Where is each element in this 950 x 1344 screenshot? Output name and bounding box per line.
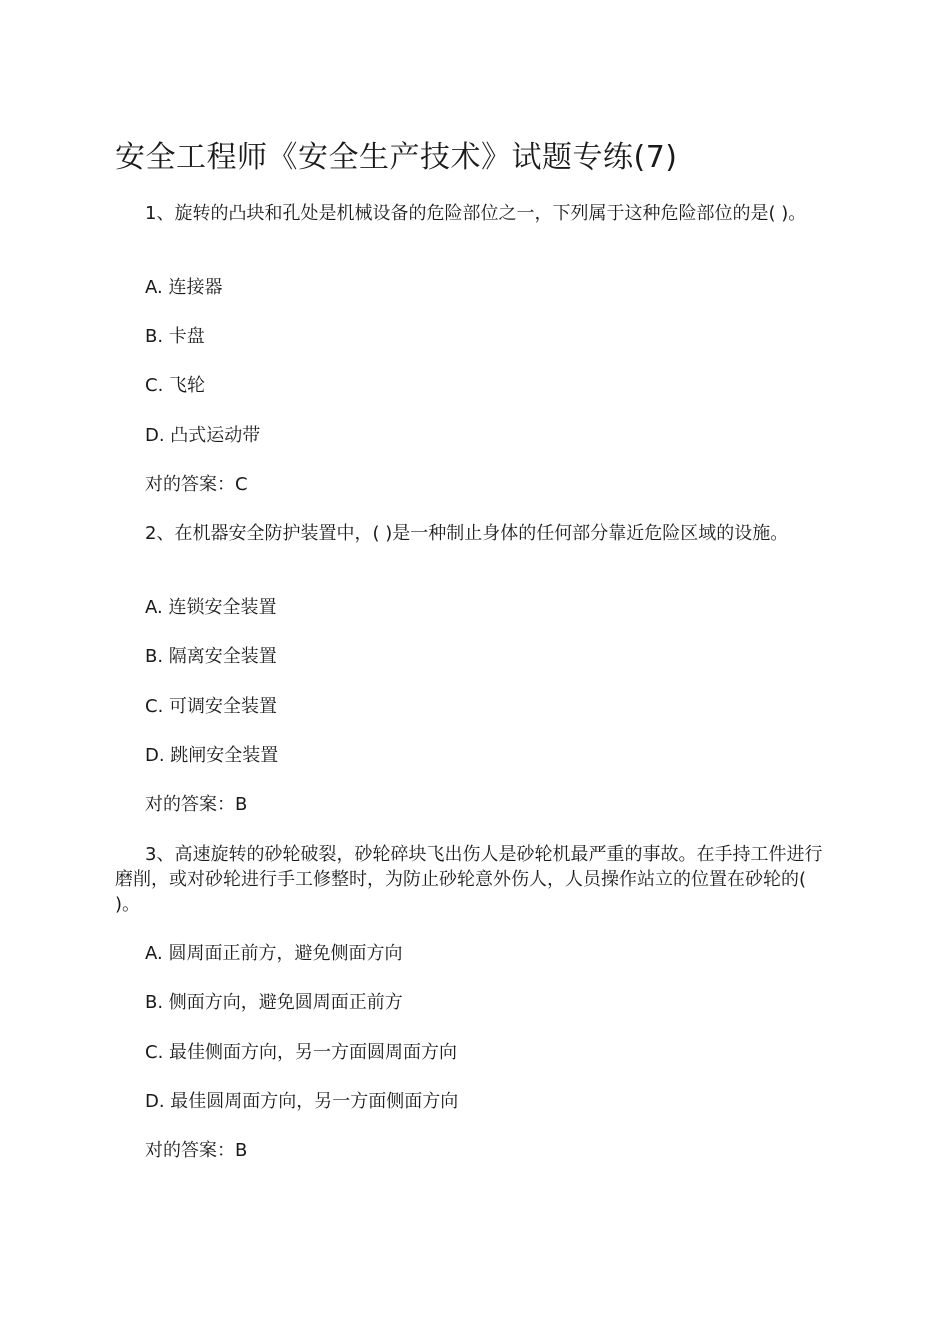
question-3-option-d: D. 最佳圆周面方向，另一方面侧面方向 (145, 1091, 459, 1112)
question-3-option-a: A. 圆周面正前方，避免侧面方向 (145, 943, 403, 964)
question-1-option-b: B. 卡盘 (145, 326, 205, 347)
question-1-option-a: A. 连接器 (145, 277, 223, 298)
question-2-answer: 对的答案：B (145, 794, 248, 815)
question-2-option-c: C. 可调安全装置 (145, 696, 278, 717)
question-3-option-c: C. 最佳侧面方向，另一方面圆周面方向 (145, 1042, 458, 1063)
question-3-stem: 3、高速旋转的砂轮破裂，砂轮碎块飞出伤人是砂轮机最严重的事故。在手持工件进行磨削，或对砂轮进行手工修整时，为防止砂轮意外伤人，人员操作站立的位置在砂轮的( )。 (115, 844, 823, 915)
question-2-option-d: D. 跳闸安全装置 (145, 745, 279, 766)
question-3-option-b: B. 侧面方向，避免圆周面正前方 (145, 992, 403, 1013)
question-1-stem: 1、旋转的凸块和孔处是机械设备的危险部位之一，下列属于这种危险部位的是( )。 (145, 203, 807, 224)
question-3-answer: 对的答案：B (145, 1140, 248, 1161)
question-2-stem: 2、在机器安全防护装置中，( )是一种制止身体的任何部分靠近危险区域的设施。 (145, 523, 789, 544)
document-title: 安全工程师《安全生产技术》试题专练(7) (115, 140, 678, 175)
question-1-answer: 对的答案：C (145, 474, 248, 495)
question-1-option-d: D. 凸式运动带 (145, 425, 261, 446)
question-2-option-b: B. 隔离安全装置 (145, 646, 277, 667)
question-1-option-c: C. 飞轮 (145, 375, 206, 396)
question-2-option-a: A. 连锁安全装置 (145, 597, 277, 618)
